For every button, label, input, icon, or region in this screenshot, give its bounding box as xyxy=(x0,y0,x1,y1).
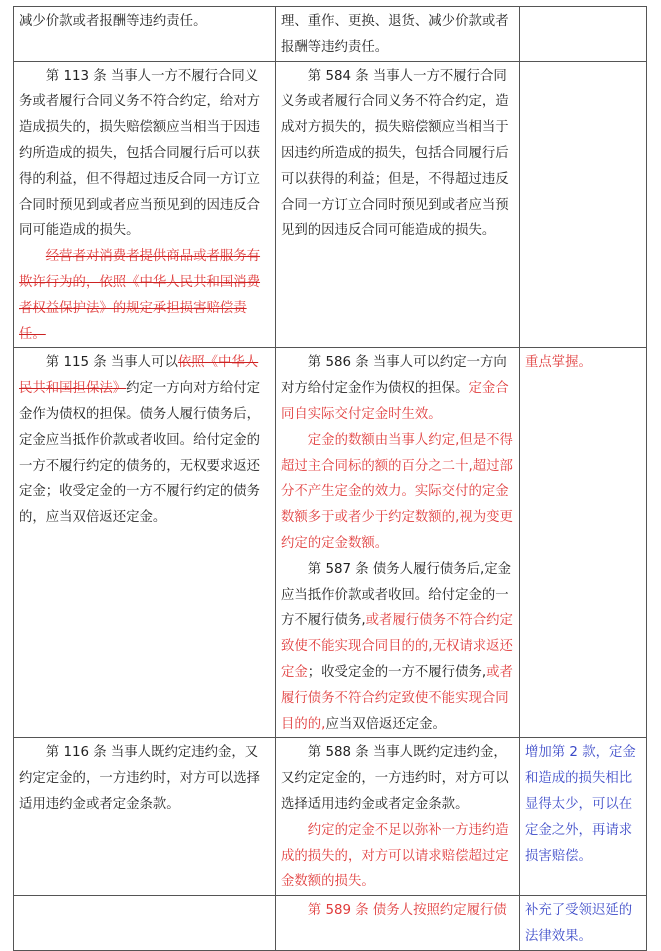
added-text: 或者履行债务不符合约定致使不能实现合同目的的, xyxy=(281,613,513,655)
added-text: 或者履行债务不符合约定致使不能实现合同目的的, xyxy=(281,664,513,732)
text: 第 587 条 债务人履行债务后,定金应当抵作价款或者收回。给付定金的一方不履行债务, xyxy=(281,561,512,629)
old-law-cell xyxy=(14,61,276,348)
added-text: 定金合同自实际交付定金时生效。 xyxy=(281,381,509,422)
text: 第 588 条 当事人既约定违约金，又约定定金的，一方违约时，对方可以选择适用违约金或者定金条款。 xyxy=(281,745,509,812)
note-cell xyxy=(520,61,647,348)
text: 约定一方向对方给付定金作为债权的担保。债务人履行债务后，定金应当抵作价款或者收回。给付定金的一方不履行约定的债务的，无权要求返还定金；收受定金的一方不履行约定的债务的，应当双倍返还定金。 xyxy=(19,381,261,526)
paragraph xyxy=(525,350,641,376)
paragraph xyxy=(281,64,514,245)
paragraph xyxy=(281,818,514,895)
old-law-cell xyxy=(14,896,276,951)
note-text: 增加第 2 款，定金和造成的损失相比显得太少，可以在定金之外，再请求损害赔偿。 xyxy=(525,745,636,864)
text: 第 113 条 当事人一方不履行合同义务或者履行合同义务不符合约定，给对方造成损失的，损失赔偿额应当相当于因违约所造成的损失，包括合同履行后可以获得的利益，但不得超过违反合同一方订立合同时预见到或者应当预见到的因违反合同可能造成的损失。 xyxy=(19,68,261,239)
paragraph xyxy=(281,9,514,61)
paragraph xyxy=(281,740,514,817)
note-cell xyxy=(520,7,647,62)
law-comparison-table xyxy=(13,6,647,951)
civil-code-cell xyxy=(276,738,520,896)
table-row xyxy=(14,738,647,896)
civil-code-cell xyxy=(276,61,520,348)
note-cell xyxy=(520,738,647,896)
civil-code-cell xyxy=(276,896,520,951)
table-row xyxy=(14,61,647,348)
added-text: 无权请求返还定金 xyxy=(281,639,513,680)
old-law-cell xyxy=(14,348,276,738)
text: 第 586 条 当事人可以约定一方向对方给付定金作为债权的担保。 xyxy=(281,355,507,397)
note-cell xyxy=(520,348,647,738)
text: 第 584 条 当事人一方不履行合同义务或者履行合同义务不符合约定，造成对方损失的，损失赔偿额应当相当于因违约所造成的损失，包括合同履行后可以获得的利益；但是，不得超过违反合同一方订立合同时预见到或者应当预见到的因违反合同可能造成的损失。 xyxy=(281,68,509,239)
text: 第 116 条 当事人既约定违约金，又约定定金的，一方违约时，对方可以选择适用违约金或者定金条款。 xyxy=(19,745,261,812)
table-row xyxy=(14,348,647,738)
added-text: 重点掌握。 xyxy=(525,355,592,371)
paragraph xyxy=(525,740,641,869)
paragraph xyxy=(281,428,514,557)
paragraph xyxy=(281,350,514,427)
civil-code-cell xyxy=(276,348,520,738)
text: 减少价款或者报酬等违约责任。 xyxy=(19,14,207,29)
deleted-text: 经营者对消费者提供商品或者服务有欺诈行为的，依照《中华人民共和国消费者权益保护法》的规定承担损害赔偿责任。 xyxy=(19,249,261,342)
text: 应当双倍返还定金。 xyxy=(325,716,446,732)
note-cell xyxy=(520,896,647,951)
paragraph xyxy=(525,898,641,950)
text: 理、重作、更换、退货、减少价款或者报酬等违约责任。 xyxy=(281,14,509,55)
old-law-cell xyxy=(14,738,276,896)
added-text: 定金的数额由当事人约定,但是不得超过主合同标的额的百分之二十,超过部分不产生定金的效力。实际交付的定金数额多于或者少于约定数额的,视为变更约定的定金数额。 xyxy=(281,432,513,551)
paragraph xyxy=(19,64,270,245)
table-row xyxy=(14,7,647,62)
paragraph xyxy=(19,740,270,817)
added-text: 第 589 条 债务人按照约定履行债 xyxy=(307,903,507,919)
text: ；收受定金的一方不履行债务, xyxy=(307,664,487,680)
old-law-cell xyxy=(14,7,276,62)
table-row xyxy=(14,896,647,951)
text: 第 115 条 当事人可以 xyxy=(45,355,178,371)
note-text: 补充了受领迟延的法律效果。 xyxy=(525,903,633,944)
deleted-text: 依照《中华人民共和国担保法》 xyxy=(19,355,259,397)
table-body xyxy=(14,7,647,951)
paragraph xyxy=(19,350,270,531)
paragraph xyxy=(281,898,514,924)
paragraph xyxy=(281,557,514,738)
civil-code-cell xyxy=(276,7,520,62)
paragraph xyxy=(19,9,270,35)
paragraph xyxy=(19,244,270,347)
added-text: 约定的定金不足以弥补一方违约造成的损失的，对方可以请求赔偿超过定金数额的损失。 xyxy=(281,822,509,890)
